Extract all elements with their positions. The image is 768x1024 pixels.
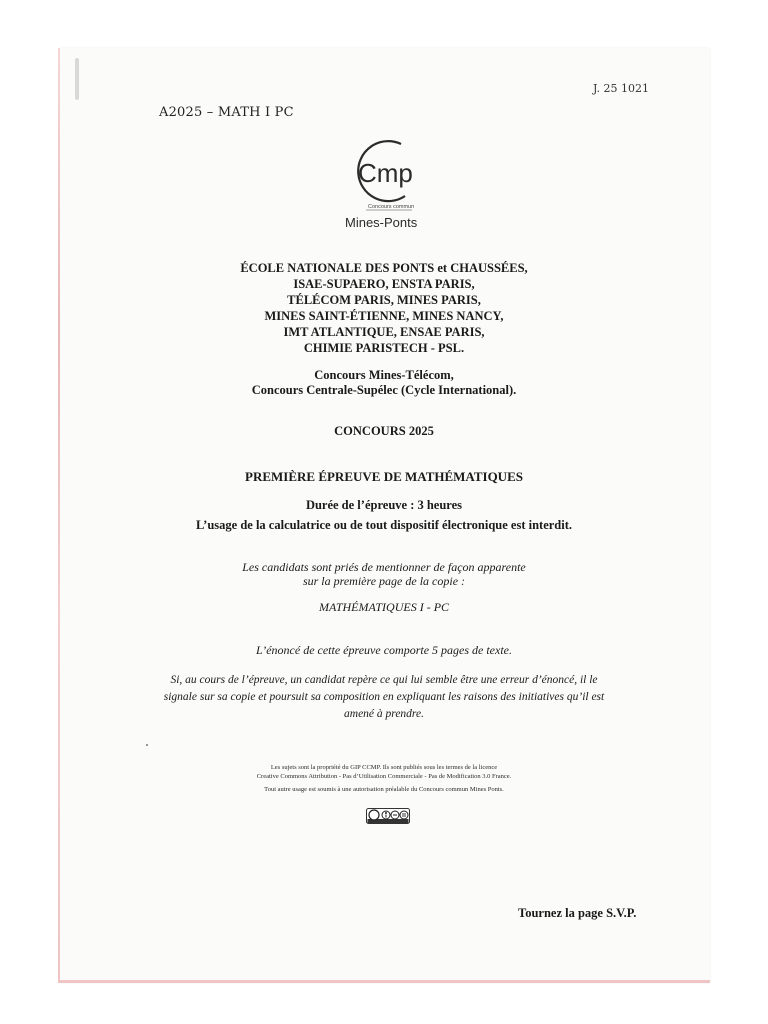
concours-line: Concours Mines-Télécom, [314, 368, 454, 382]
ccmp-logo [343, 134, 433, 234]
candidate-instructions [0, 560, 768, 588]
concours-year: CONCOURS 2025 [334, 424, 434, 438]
logo-mark: Cmp [358, 158, 413, 188]
logo-tagline: Concours commun [368, 204, 415, 210]
error-line: signale sur sa copie et poursuit sa composition en expliquant les raisons des initiatives qu’il est [163, 691, 605, 703]
reference-code: J. 25 1021 [593, 82, 650, 95]
creative-commons-badge [366, 808, 410, 824]
logo-name: Mines-Ponts [345, 215, 418, 230]
subject-label: MATHÉMATIQUES I - PC [318, 600, 450, 614]
school-line: ÉCOLE NATIONALE DES PONTS et CHAUSSÉES, [240, 261, 528, 275]
binder-mark [75, 58, 79, 100]
error-line: amené à prendre. [344, 708, 424, 720]
page-count-note: L’énoncé de cette épreuve comporte 5 pages de texte. [256, 643, 512, 657]
turn-page-note: Tournez la page S.V.P. [518, 906, 637, 920]
error-instructions [0, 672, 768, 723]
school-line: IMT ATLANTIQUE, ENSAE PARIS, [283, 325, 485, 339]
schools-list [0, 260, 768, 356]
exam-duration: Durée de l’épreuve : 3 heures [305, 498, 463, 512]
school-line: MINES SAINT-ÉTIENNE, MINES NANCY, [264, 309, 504, 323]
error-line: Si, au cours de l’épreuve, un candidat repère ce qui lui semble être une erreur d’énoncé, il le [170, 674, 598, 686]
sheet-bottom-edge [60, 980, 710, 983]
concours-list [0, 368, 768, 398]
speck [146, 744, 148, 746]
instruction-line: Les candidats sont priés de mentionner de façon apparente [242, 560, 526, 574]
sheet-left-edge [58, 48, 60, 983]
license-notice [0, 763, 768, 781]
instruction-line: sur la première page de la copie : [302, 574, 466, 588]
epreuve-title: PREMIÈRE ÉPREUVE DE MATHÉMATIQUES [245, 469, 523, 484]
license-line: Les sujets sont la propriété du GIP CCMP. Ils sont publiés sous les termes de la licence [270, 764, 498, 771]
school-line: CHIMIE PARISTECH - PSL. [303, 341, 465, 355]
exam-code: A2025 – MATH I PC [159, 105, 294, 120]
concours-line: Concours Centrale-Supélec (Cycle International). [251, 383, 517, 397]
license-usage: Tout autre usage est soumis à une autorisation préalable du Concours commun Mines Ponts. [264, 786, 504, 793]
school-line: TÉLÉCOM PARIS, MINES PARIS, [287, 293, 481, 307]
license-line: Creative Commons Attribution - Pas d’Utilisation Commerciale - Pas de Modification 3.0 France. [256, 773, 512, 780]
calculator-rule: L’usage de la calculatrice ou de tout dispositif électronique est interdit. [195, 518, 573, 532]
school-line: ISAE-SUPAERO, ENSTA PARIS, [293, 277, 475, 291]
